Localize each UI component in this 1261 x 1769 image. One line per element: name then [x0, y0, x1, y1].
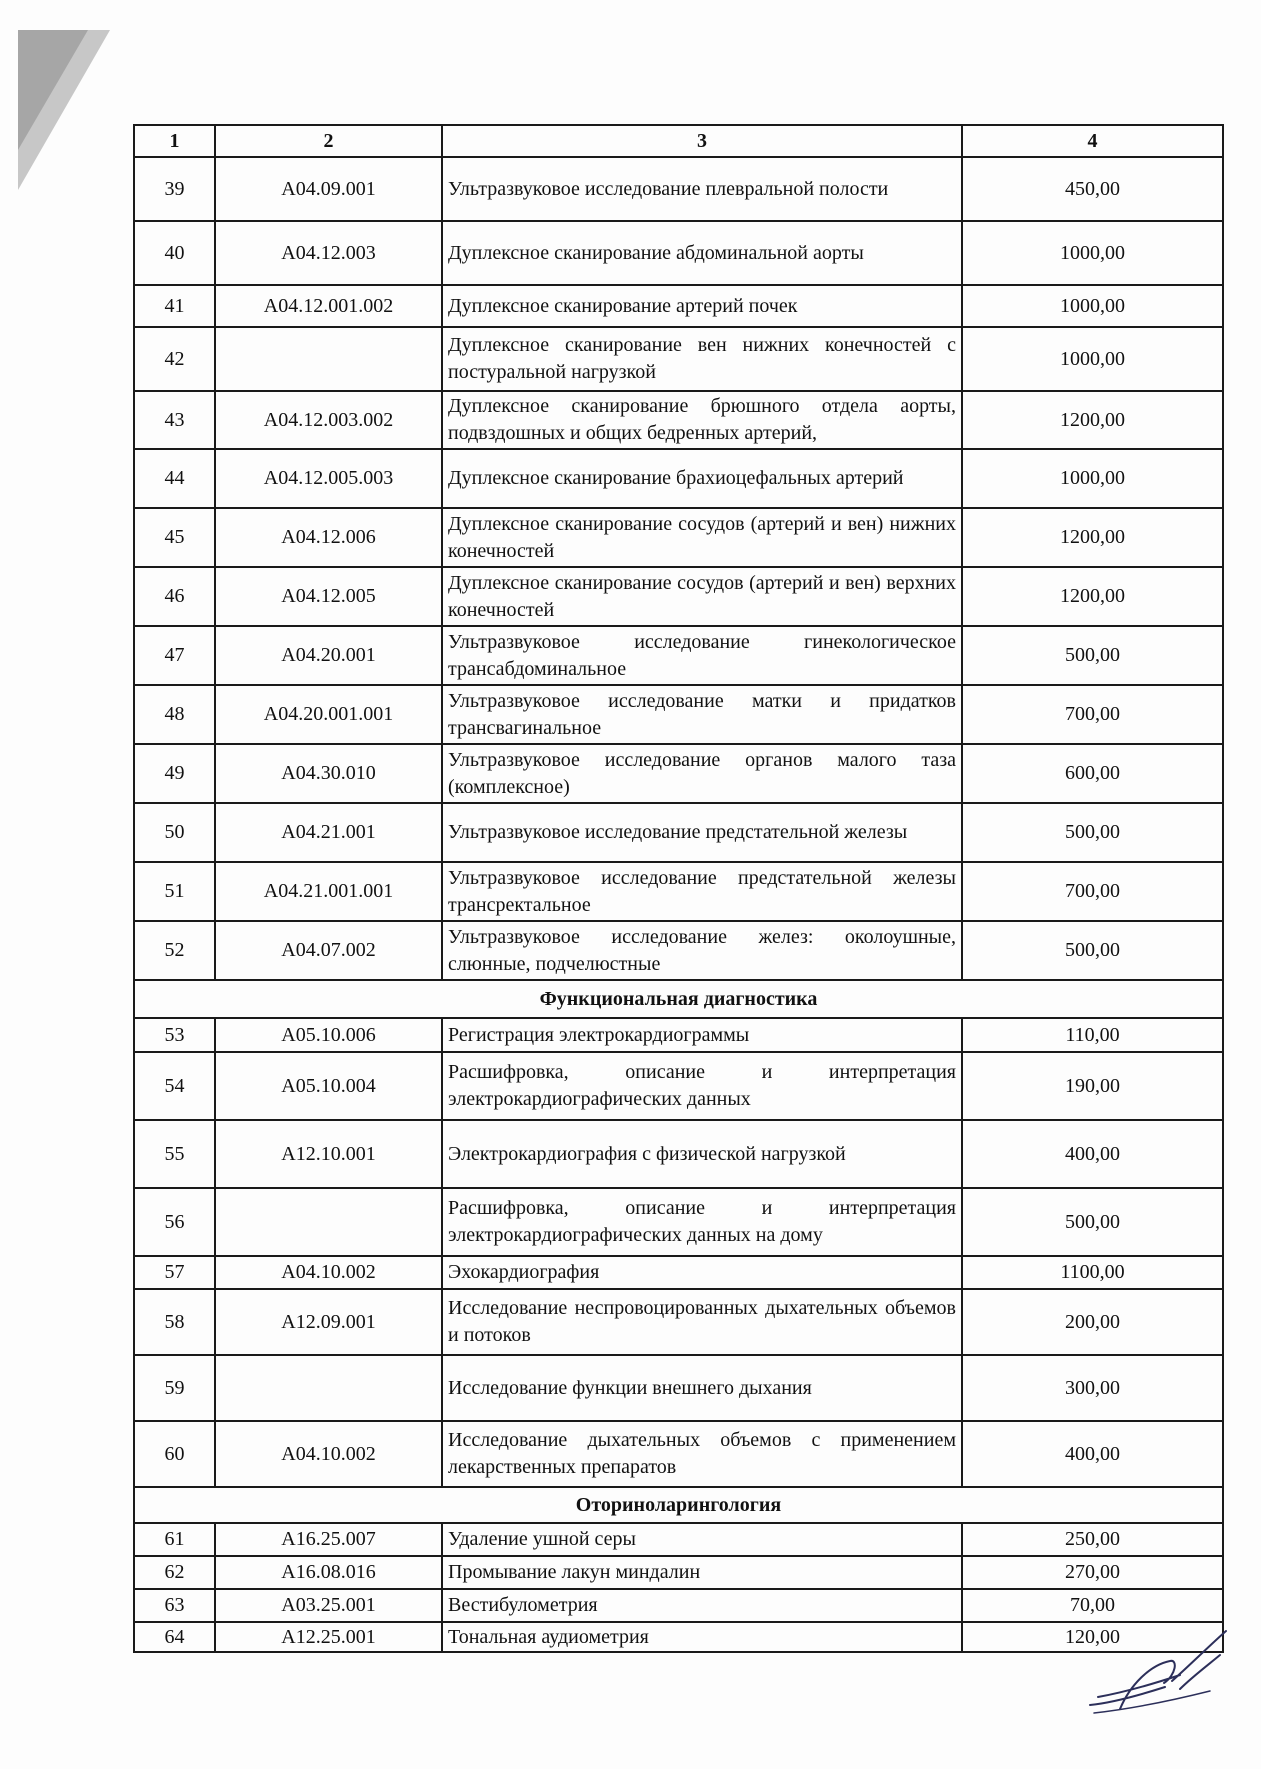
service-price: 450,00 — [962, 157, 1223, 221]
service-price: 600,00 — [962, 744, 1223, 803]
service-code: A04.20.001 — [215, 626, 442, 685]
header-col-code: 2 — [215, 125, 442, 157]
service-name: Удаление ушной серы — [442, 1523, 962, 1556]
service-name: Ультразвуковое исследование плевральной полости — [442, 157, 962, 221]
service-name: Дуплексное сканирование артерий почек — [442, 285, 962, 327]
service-name: Исследование дыхательных объемов с применением лекарственных препаратов — [442, 1421, 962, 1487]
row-number: 50 — [134, 803, 215, 862]
service-price: 1000,00 — [962, 285, 1223, 327]
service-price: 500,00 — [962, 1188, 1223, 1256]
table-row — [134, 1256, 1223, 1289]
service-price: 120,00 — [962, 1622, 1223, 1652]
header-col-service: 3 — [442, 125, 962, 157]
service-code: A04.12.003 — [215, 221, 442, 285]
row-number: 45 — [134, 508, 215, 567]
table-row — [134, 285, 1223, 327]
service-code: A04.12.005 — [215, 567, 442, 626]
service-price: 1200,00 — [962, 391, 1223, 449]
service-code: A16.08.016 — [215, 1556, 442, 1589]
service-code: A03.25.001 — [215, 1589, 442, 1622]
service-name: Промывание лакун миндалин — [442, 1556, 962, 1589]
row-number: 44 — [134, 449, 215, 508]
section-header-row — [134, 1487, 1223, 1523]
service-code: A04.10.002 — [215, 1421, 442, 1487]
section-header-row — [134, 980, 1223, 1018]
service-price: 700,00 — [962, 685, 1223, 744]
row-number: 51 — [134, 862, 215, 921]
service-price: 1100,00 — [962, 1256, 1223, 1289]
table-row — [134, 567, 1223, 626]
service-name: Дуплексное сканирование сосудов (артерий и вен) нижних конечностей — [442, 508, 962, 567]
service-name: Дуплексное сканирование сосудов (артерий и вен) верхних конечностей — [442, 567, 962, 626]
service-price: 1000,00 — [962, 449, 1223, 508]
row-number: 53 — [134, 1018, 215, 1052]
service-code: A04.12.001.002 — [215, 285, 442, 327]
row-number: 41 — [134, 285, 215, 327]
service-code: A04.20.001.001 — [215, 685, 442, 744]
table-row — [134, 508, 1223, 567]
service-price: 1200,00 — [962, 508, 1223, 567]
row-number: 61 — [134, 1523, 215, 1556]
service-name: Дуплексное сканирование брюшного отдела аорты, подвздошных и общих бедренных артерий, — [442, 391, 962, 449]
service-name: Электрокардиография с физической нагрузкой — [442, 1120, 962, 1188]
table-row — [134, 1018, 1223, 1052]
service-name: Ультразвуковое исследование предстательной железы — [442, 803, 962, 862]
row-number: 48 — [134, 685, 215, 744]
row-number: 49 — [134, 744, 215, 803]
service-code: A04.21.001.001 — [215, 862, 442, 921]
row-number: 57 — [134, 1256, 215, 1289]
row-number: 54 — [134, 1052, 215, 1120]
row-number: 64 — [134, 1622, 215, 1652]
section-title: Оториноларингология — [134, 1487, 1223, 1523]
service-name: Ультразвуковое исследование гинекологическое трансабдоминальное — [442, 626, 962, 685]
row-number: 59 — [134, 1355, 215, 1421]
service-name: Эхокардиография — [442, 1256, 962, 1289]
service-price: 400,00 — [962, 1421, 1223, 1487]
table-row — [134, 1120, 1223, 1188]
table-row — [134, 157, 1223, 221]
scan-corner-shadow — [18, 30, 118, 190]
service-code: A04.07.002 — [215, 921, 442, 980]
table-row — [134, 626, 1223, 685]
service-price: 1000,00 — [962, 327, 1223, 391]
table-row — [134, 391, 1223, 449]
service-name: Дуплексное сканирование абдоминальной аорты — [442, 221, 962, 285]
row-number: 42 — [134, 327, 215, 391]
service-price: 700,00 — [962, 862, 1223, 921]
row-number: 43 — [134, 391, 215, 449]
service-price: 250,00 — [962, 1523, 1223, 1556]
row-number: 39 — [134, 157, 215, 221]
service-price: 400,00 — [962, 1120, 1223, 1188]
service-code: A12.09.001 — [215, 1289, 442, 1355]
row-number: 58 — [134, 1289, 215, 1355]
service-name: Ультразвуковое исследование желез: околоушные, слюнные, подчелюстные — [442, 921, 962, 980]
table-row — [134, 1421, 1223, 1487]
service-code — [215, 1188, 442, 1256]
service-price: 70,00 — [962, 1589, 1223, 1622]
row-number: 56 — [134, 1188, 215, 1256]
service-name: Ультразвуковое исследование предстательной железы трансректальное — [442, 862, 962, 921]
service-name: Исследование функции внешнего дыхания — [442, 1355, 962, 1421]
service-code: A04.21.001 — [215, 803, 442, 862]
table-row — [134, 1622, 1223, 1652]
service-code: A04.30.010 — [215, 744, 442, 803]
table-row — [134, 1052, 1223, 1120]
table-row — [134, 1556, 1223, 1589]
header-col-price: 4 — [962, 125, 1223, 157]
service-price: 300,00 — [962, 1355, 1223, 1421]
service-price: 110,00 — [962, 1018, 1223, 1052]
table-row — [134, 1188, 1223, 1256]
service-code: A04.09.001 — [215, 157, 442, 221]
price-list-body — [134, 125, 1223, 1652]
row-number: 40 — [134, 221, 215, 285]
service-name: Вестибулометрия — [442, 1589, 962, 1622]
header-row — [134, 125, 1223, 157]
service-code: A05.10.004 — [215, 1052, 442, 1120]
service-code: A04.12.005.003 — [215, 449, 442, 508]
price-list-table — [133, 124, 1224, 1653]
row-number: 60 — [134, 1421, 215, 1487]
service-name: Исследование неспровоцированных дыхательных объемов и потоков — [442, 1289, 962, 1355]
row-number: 62 — [134, 1556, 215, 1589]
table-row — [134, 685, 1223, 744]
row-number: 55 — [134, 1120, 215, 1188]
table-row — [134, 449, 1223, 508]
service-price: 270,00 — [962, 1556, 1223, 1589]
service-code: A04.10.002 — [215, 1256, 442, 1289]
service-name: Ультразвуковое исследование матки и придатков трансвагинальное — [442, 685, 962, 744]
service-price: 500,00 — [962, 626, 1223, 685]
table-row — [134, 862, 1223, 921]
service-code: A05.10.006 — [215, 1018, 442, 1052]
row-number: 47 — [134, 626, 215, 685]
table-row — [134, 1355, 1223, 1421]
service-name: Расшифровка, описание и интерпретация электрокардиографических данных на дому — [442, 1188, 962, 1256]
service-name: Дуплексное сканирование вен нижних конечностей с постуральной нагрузкой — [442, 327, 962, 391]
service-code: A04.12.003.002 — [215, 391, 442, 449]
service-code: A12.25.001 — [215, 1622, 442, 1652]
service-code — [215, 1355, 442, 1421]
service-code: A12.10.001 — [215, 1120, 442, 1188]
service-code: A16.25.007 — [215, 1523, 442, 1556]
service-price: 190,00 — [962, 1052, 1223, 1120]
service-name: Регистрация электрокардиограммы — [442, 1018, 962, 1052]
table-row — [134, 1289, 1223, 1355]
service-price: 200,00 — [962, 1289, 1223, 1355]
table-row — [134, 221, 1223, 285]
handwritten-signature — [1080, 1625, 1230, 1720]
row-number: 46 — [134, 567, 215, 626]
table-row — [134, 921, 1223, 980]
service-code: A04.12.006 — [215, 508, 442, 567]
table-row — [134, 327, 1223, 391]
service-name: Тональная аудиометрия — [442, 1622, 962, 1652]
section-title: Функциональная диагностика — [134, 980, 1223, 1018]
service-price: 500,00 — [962, 921, 1223, 980]
table-row — [134, 803, 1223, 862]
service-price: 1000,00 — [962, 221, 1223, 285]
service-name: Ультразвуковое исследование органов малого таза (комплексное) — [442, 744, 962, 803]
service-name: Дуплексное сканирование брахиоцефальных артерий — [442, 449, 962, 508]
row-number: 63 — [134, 1589, 215, 1622]
table-row — [134, 1523, 1223, 1556]
row-number: 52 — [134, 921, 215, 980]
service-price: 500,00 — [962, 803, 1223, 862]
table-row — [134, 744, 1223, 803]
service-code — [215, 327, 442, 391]
service-price: 1200,00 — [962, 567, 1223, 626]
header-col-number: 1 — [134, 125, 215, 157]
service-name: Расшифровка, описание и интерпретация электрокардиографических данных — [442, 1052, 962, 1120]
table-row — [134, 1589, 1223, 1622]
